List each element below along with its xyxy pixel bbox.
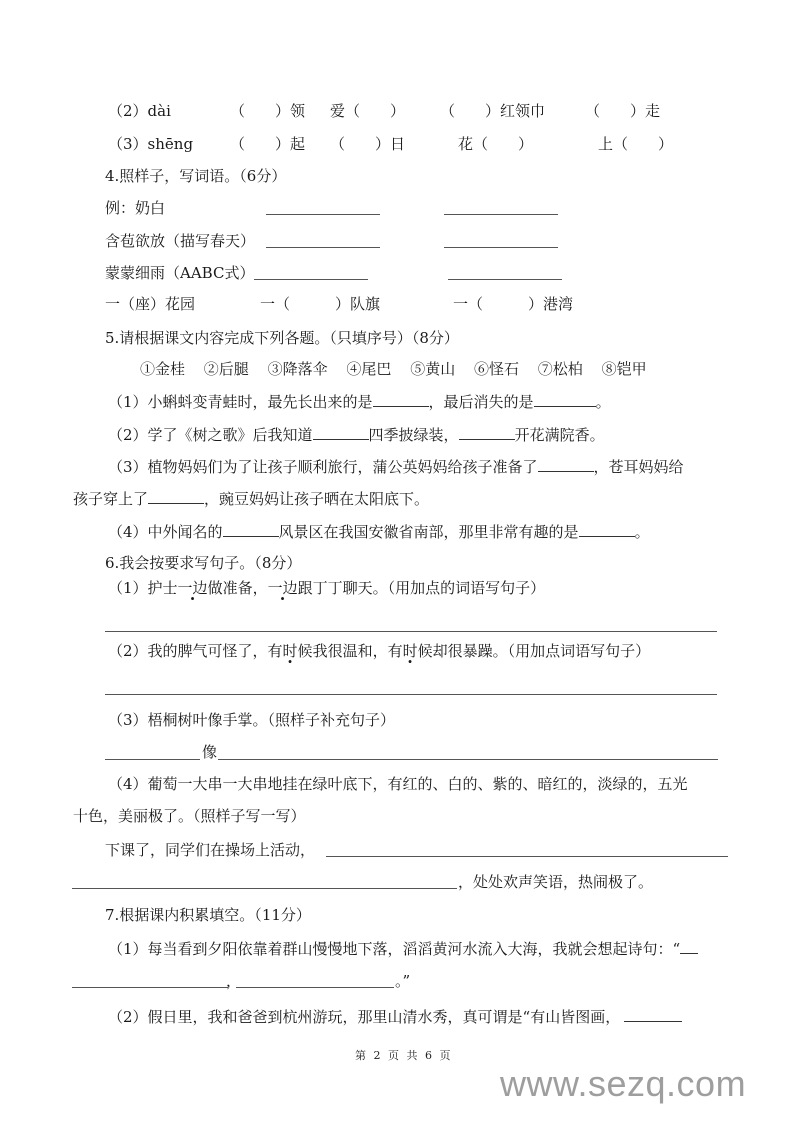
q6-sentence-4c: 下课了，同学们在操场上活动， <box>105 841 316 859</box>
q5-options <box>140 359 647 379</box>
q4-item-2: 蒙蒙细雨（AABC式） <box>105 264 255 282</box>
q6-sentence-4a: （4）葡萄一大串一大串地挂在绿叶底下，有红的、白的、紫的、暗红的，淡绿的，五光 <box>108 775 688 793</box>
q6-title: 6.我会按要求写句子。（8分） <box>105 554 302 572</box>
q5-s3-blank-2[interactable] <box>148 488 204 504</box>
q7-sentence-2 <box>108 1006 682 1027</box>
q3-row3-label: （3）shēng <box>108 135 194 153</box>
q5-s4-blank-1[interactable] <box>223 521 279 537</box>
q6-s1-dotted-word-1: 一边 <box>177 579 208 597</box>
q5-sentence-1 <box>108 391 611 412</box>
q5-s3-text-b: ，苍耳妈妈给 <box>593 458 684 476</box>
q5-option-8: ⑧铠甲 <box>601 360 647 378</box>
q3-row2-item-1[interactable]: （ ）领 <box>230 102 306 120</box>
q5-sentence-4 <box>108 521 650 542</box>
q6-s2-dotted-word-1: 有时候 <box>267 642 313 660</box>
q4-item-1: 含苞欲放（描写春天） <box>105 232 256 250</box>
q7-s2-blank-1[interactable] <box>624 1006 682 1022</box>
q5-option-6: ⑥怪石 <box>473 360 519 378</box>
q5-s4-text-c: 。 <box>634 523 650 541</box>
q3-row2-item-4[interactable]: （ ）走 <box>585 102 661 120</box>
q4-title: 4.照样子，写词语。（6分） <box>105 167 287 185</box>
q3-row-2 <box>108 101 171 121</box>
q3-row3-item-1[interactable]: （ ）起 <box>230 135 306 153</box>
q5-s2-blank-2[interactable] <box>459 424 515 440</box>
q6-s2-mid: 我很温和， <box>312 642 388 660</box>
q6-sentence-4d: ，处处欢声笑语，热闹极了。 <box>458 873 654 891</box>
q5-sentence-2 <box>108 424 605 445</box>
q6-s3-blank-2[interactable] <box>218 759 718 760</box>
watermark: www.sezq.com <box>500 1063 747 1104</box>
q5-s1-blank-1[interactable] <box>373 391 429 407</box>
q4-measure-blank-1[interactable]: 一（ ）队旗 <box>260 295 381 313</box>
q5-s1-text-a: （1）小蝌蚪变青蛙时，最先长出来的是 <box>108 393 373 411</box>
q3-row3-item-3[interactable]: 花（ ） <box>458 135 534 153</box>
q3-row2-item-3[interactable]: （ ）红领巾 <box>440 102 546 120</box>
q6-s3-like: 像 <box>202 743 218 761</box>
q5-option-3: ③降落伞 <box>267 360 328 378</box>
q4-example-blank-1[interactable] <box>266 214 380 215</box>
q5-s2-text-b: 四季披绿装， <box>368 426 459 444</box>
q5-s2-blank-1[interactable] <box>313 424 369 440</box>
q5-s4-blank-2[interactable] <box>579 521 635 537</box>
q6-s1-mid: 做准备， <box>207 579 268 597</box>
q5-s3-text-d: ，豌豆妈妈让孩子晒在太阳底下。 <box>204 490 430 508</box>
q5-option-2: ②后腿 <box>203 360 249 378</box>
q7-s1-text-a: （1）每当看到夕阳依靠着群山慢慢地下落，滔滔黄河水流入大海，我就会想起诗句：“ <box>108 940 681 958</box>
q6-s2-pre: （2）我的脾气可怪了， <box>108 642 268 660</box>
q4-item2-blank-1[interactable] <box>254 279 368 280</box>
q4-measure-blank-2[interactable]: 一（ ）港湾 <box>453 295 574 313</box>
q7-s2-text-a: （2）假日里，我和爸爸到杭州游玩，那里山清水秀，真可谓是“有山皆图画， <box>108 1008 621 1026</box>
q6-s1-post: 跟丁丁聊天。（用加点的词语写句子） <box>297 579 546 597</box>
q6-s1-answer-line[interactable] <box>105 631 717 632</box>
q6-sentence-3: （3）梧桐树叶像手掌。（照样子补充句子） <box>108 711 396 729</box>
q5-s4-text-a: （4）中外闻名的 <box>108 523 223 541</box>
q5-s2-text-a: （2）学了《树之歌》后我知道 <box>108 426 313 444</box>
q6-sentence-4b: 十色，美丽极了。（照样子写一写） <box>73 807 306 825</box>
q5-option-4: ④尾巴 <box>346 360 392 378</box>
q6-sentence-1 <box>108 578 545 598</box>
q5-option-7: ⑦松柏 <box>537 360 583 378</box>
q3-row3-item-4[interactable]: 上（ ） <box>598 135 674 153</box>
q7-s1-end: 。” <box>395 972 411 990</box>
q6-s4-blank-2[interactable] <box>72 888 457 889</box>
q6-s2-answer-line[interactable] <box>105 694 717 695</box>
q3-row3-item-2[interactable]: （ ）日 <box>330 135 406 153</box>
q5-s2-text-c: 开花满院香。 <box>514 426 605 444</box>
page-number: 第 2 页 共 6 页 <box>355 1049 453 1062</box>
q6-sentence-2 <box>108 641 650 661</box>
q7-s1-blank-2[interactable] <box>236 987 394 988</box>
q5-title: 5.请根据课文内容完成下列各题。（只填序号）（8分） <box>105 329 459 347</box>
q3-row-3 <box>108 134 193 154</box>
q4-item1-blank-2[interactable] <box>444 247 558 248</box>
q6-s4-blank-1[interactable] <box>326 856 728 857</box>
q6-s1-pre: （1）护士 <box>108 579 178 597</box>
q7-sentence-1a <box>108 938 698 959</box>
q4-item1-blank-1[interactable] <box>266 247 380 248</box>
q5-s3-text-a: （3）植物妈妈们为了让孩子顺利旅行，蒲公英妈妈给孩子准备了 <box>108 458 538 476</box>
q6-s2-post: 却很暴躁。（用加点词语写句子） <box>432 642 651 660</box>
q4-example-blank-2[interactable] <box>444 214 558 215</box>
q6-s1-dotted-word-2: 一边 <box>267 579 298 597</box>
q4-item2-blank-2[interactable] <box>448 279 562 280</box>
q6-s3-blank-1[interactable] <box>105 759 200 760</box>
q5-s1-text-b: ，最后消失的是 <box>428 393 534 411</box>
q5-option-5: ⑤黄山 <box>410 360 456 378</box>
q4-example: 例：奶白 <box>105 199 166 217</box>
q5-s4-text-b: 风景区在我国安徽省南部，那里非常有趣的是 <box>278 523 579 541</box>
q7-s1-blank-1[interactable] <box>72 987 228 988</box>
q5-s1-text-c: 。 <box>595 393 611 411</box>
q5-s1-blank-2[interactable] <box>534 391 596 407</box>
q3-row2-item-2[interactable]: 爱（ ） <box>330 102 406 120</box>
q7-title: 7.根据课内积累填空。（11分） <box>105 906 311 924</box>
q4-measure-example: 一（座）花园 <box>105 295 196 313</box>
q5-sentence-3a <box>108 456 684 477</box>
q7-s1-blank-start[interactable] <box>680 938 698 954</box>
q7-s1-comma: ， <box>226 972 242 990</box>
q5-s3-text-c: 孩子穿上了 <box>73 490 149 508</box>
q3-row2-label: （2）dài <box>108 102 171 120</box>
q5-sentence-3b <box>73 488 429 509</box>
q6-s2-dotted-word-2: 有时候 <box>387 642 433 660</box>
q5-option-1: ①金桂 <box>140 360 186 378</box>
q5-s3-blank-1[interactable] <box>538 456 594 472</box>
